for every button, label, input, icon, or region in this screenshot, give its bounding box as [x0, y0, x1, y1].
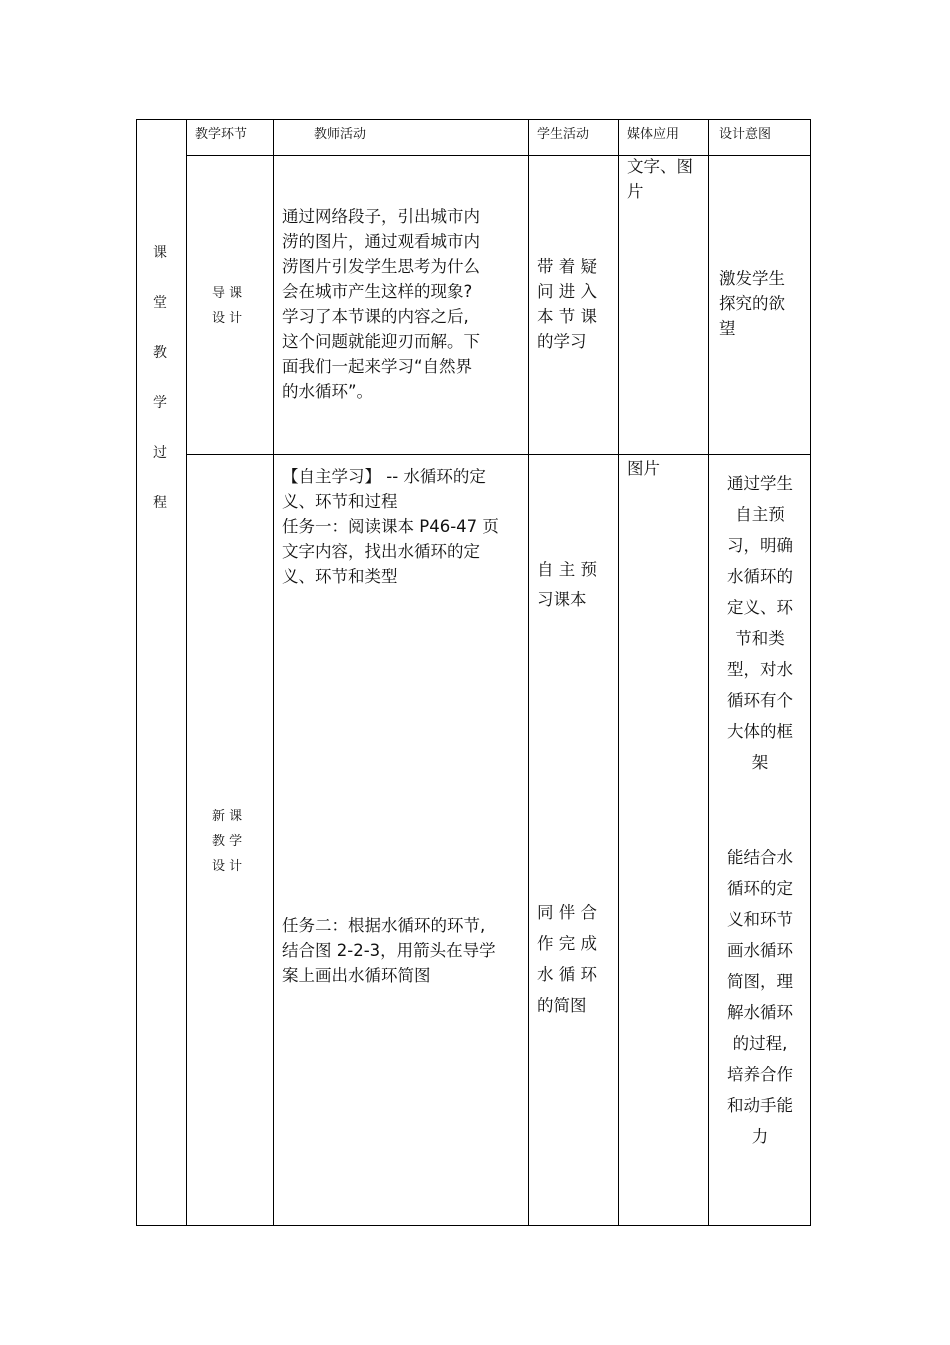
text-line: 循环的定	[727, 879, 793, 898]
text-line: 带 着 疑	[537, 257, 597, 276]
table-border-bottom	[136, 1225, 811, 1226]
side-label-char: 堂	[153, 295, 167, 311]
stage-cell	[212, 281, 242, 331]
text-line: 同 伴 合	[537, 903, 597, 922]
media-cell	[627, 154, 707, 204]
side-label	[150, 228, 170, 528]
text-line: 能结合水	[727, 848, 793, 867]
teacher-activity-self-study	[282, 464, 526, 589]
header-divider	[186, 155, 811, 156]
text-line: 水 循 环	[537, 965, 597, 984]
text-line: 问 进 入	[537, 282, 597, 301]
table-border-top	[136, 119, 811, 120]
text-line: 力	[751, 1127, 769, 1146]
text-line: 涝图片引发学生思考为什么	[282, 257, 480, 276]
header-intent: 设计意图	[719, 127, 772, 142]
text-line: 作 完 成	[537, 934, 597, 953]
text-line: 自 主 预	[537, 560, 597, 579]
text-line: 这个问题就能迎刃而解。下	[282, 332, 480, 351]
header-teacher: 教师活动	[314, 127, 367, 142]
stage-line: 新 课	[212, 809, 243, 824]
stage-line: 教 学	[212, 834, 243, 849]
text-line: 型，对水	[727, 660, 793, 679]
student-activity-task-two	[537, 897, 617, 1021]
text-line: 架	[751, 753, 769, 772]
text-line: 通过学生	[727, 474, 793, 493]
text-line: 通过网络段子，引出城市内	[282, 207, 480, 226]
column-divider	[273, 119, 274, 1226]
stage-cell	[212, 804, 242, 879]
text-line: 探究的欲	[719, 294, 785, 313]
teacher-activity-cell	[282, 204, 526, 404]
text-line: 的简图	[537, 996, 587, 1015]
table-border-left	[136, 119, 137, 1226]
text-line: 简图，理	[727, 972, 793, 991]
side-label-char: 教	[153, 345, 167, 361]
design-intent-cell	[719, 266, 809, 341]
text-line: 习课本	[537, 590, 587, 609]
text-line: 循环有个	[727, 691, 793, 710]
text-line: 义、环节和类型	[282, 567, 398, 586]
text-line: 结合图 2-2-3，用箭头在导学	[282, 941, 496, 960]
side-label-char: 学	[153, 395, 167, 411]
text-line: 节和类	[735, 629, 785, 648]
media-cell	[627, 456, 707, 481]
teacher-activity-task-two	[282, 913, 526, 988]
header-media: 媒体应用	[627, 127, 680, 142]
text-line: 文字、图	[627, 157, 693, 176]
text-line: 义和环节	[727, 910, 793, 929]
text-line: 任务二：根据水循环的环节,	[282, 916, 486, 935]
table-border-right	[810, 119, 811, 1226]
text-line: 学习了本节课的内容之后,	[282, 307, 469, 326]
column-divider	[708, 119, 709, 1226]
header-stage: 教学环节	[195, 127, 248, 142]
side-label-char: 程	[153, 495, 167, 511]
text-line: 自主预	[735, 505, 785, 524]
text-line: 画水循环	[727, 941, 793, 960]
text-line: 水循环的	[727, 567, 793, 586]
text-line: 解水循环	[727, 1003, 793, 1022]
design-intent-self-study	[711, 468, 809, 778]
text-line: 定义、环	[727, 598, 793, 617]
text-line: 本 节 课	[537, 307, 597, 326]
text-line: 义、环节和过程	[282, 492, 398, 511]
header-student: 学生活动	[537, 127, 590, 142]
design-intent-task-two	[711, 842, 809, 1152]
text-line: 培养合作	[727, 1065, 793, 1084]
text-line: 涝的图片，通过观看城市内	[282, 232, 480, 251]
text-line: 片	[627, 182, 644, 201]
text-line: 【自主学习】 -- 水循环的定	[282, 467, 486, 486]
side-label-char: 课	[153, 245, 167, 261]
row-divider	[186, 454, 811, 455]
student-activity-self-study	[537, 555, 617, 615]
text-line: 文字内容，找出水循环的定	[282, 542, 480, 561]
stage-line: 设 计	[212, 859, 243, 874]
text-line: 望	[719, 319, 736, 338]
text-line: 的水循环”。	[282, 382, 374, 401]
text-line: 习，明确	[727, 536, 793, 555]
text-line: 和动手能	[727, 1096, 793, 1115]
column-divider	[186, 119, 187, 1226]
stage-line: 导 课	[212, 286, 243, 301]
text-line: 图片	[627, 459, 660, 478]
text-line: 面我们一起来学习“自然界	[282, 357, 473, 376]
side-label-char: 过	[153, 445, 167, 461]
text-line: 案上画出水循环简图	[282, 966, 431, 985]
text-line: 的学习	[537, 332, 587, 351]
text-line: 激发学生	[719, 269, 785, 288]
column-divider	[528, 119, 529, 1226]
text-line: 任务一：阅读课本 P46-47 页	[282, 517, 499, 536]
stage-line: 设 计	[212, 311, 243, 326]
text-line: 大体的框	[727, 722, 793, 741]
text-line: 会在城市产生这样的现象?	[282, 282, 473, 301]
text-line: 的过程,	[732, 1034, 788, 1053]
column-divider	[618, 119, 619, 1226]
student-activity-cell	[537, 254, 617, 354]
